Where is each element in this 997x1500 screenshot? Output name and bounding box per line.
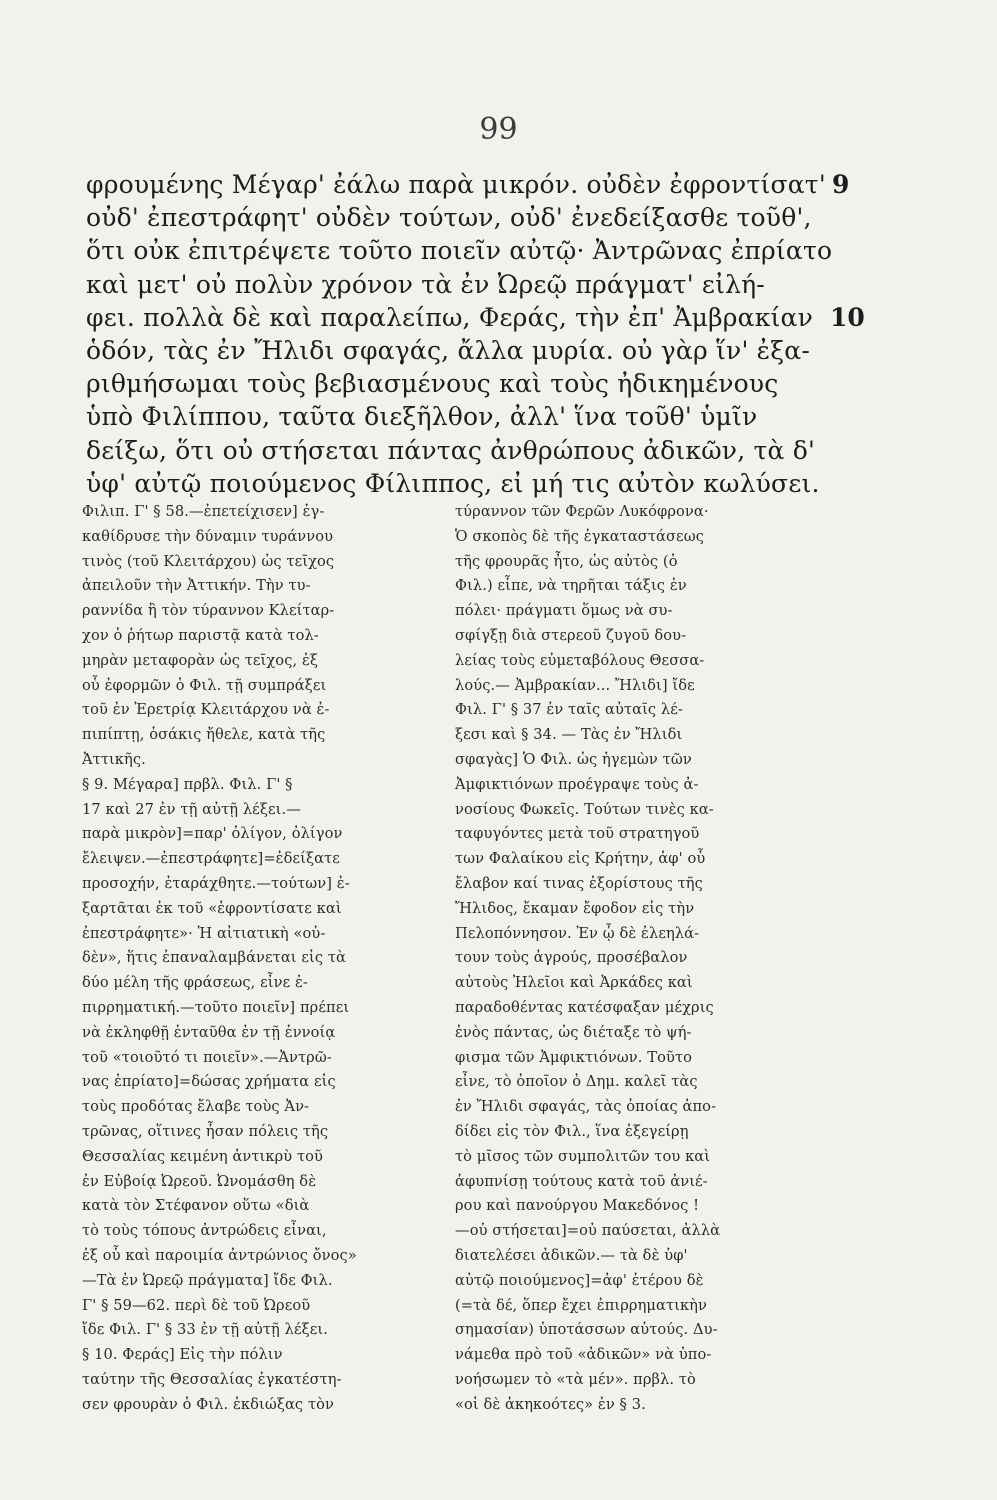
- note-line-left: ξαρτᾶται ἐκ τοῦ «ἐφροντίσατε καὶ: [82, 899, 342, 917]
- note-line-left: ἔλειψεν.—ἐπεστράφητε]=ἐδείξατε: [82, 850, 340, 868]
- note-line-left: πιπίπτῃ, ὁσάκις ἤθελε, κατὰ τῆς: [82, 726, 326, 744]
- note-line-right: αὐτοὺς Ἠλεῖοι καὶ Ἀρκάδες καὶ: [455, 974, 693, 992]
- main-text-line: φει. πολλὰ δὲ καὶ παραλείπω, Φεράς, τὴν ἐπ' Ἀμβρακίαν: [86, 302, 814, 332]
- note-line-right: νοσίους Φωκεῖς. Τούτων τινὲς κα-: [455, 800, 714, 818]
- note-line-left: μηρὰν μεταφορὰν ὡς τεῖχος, ἐξ: [82, 651, 319, 669]
- note-line-right: τουν τοὺς ἀγρούς, προσέβαλον: [455, 949, 688, 967]
- note-line-right: λούς.— Ἀμβρακίαν... Ἤλιδι] ἴδε: [455, 676, 695, 694]
- note-line-left: οὗ ἐφορμῶν ὁ Φιλ. τῇ συμπράξει: [82, 676, 327, 694]
- note-line-right: ἑνὸς πάντας, ὡς διέταξε τὸ ψή-: [455, 1023, 692, 1041]
- note-line-right: σφίγξῃ διὰ στερεοῦ ζυγοῦ δου-: [455, 626, 687, 644]
- note-line-right: ἀφυπνίσῃ τούτους κατὰ τοῦ ἀνιέ-: [455, 1172, 708, 1190]
- note-line-right: εἶνε, τὸ ὁποῖον ὁ Δημ. καλεῖ τὰς: [455, 1073, 698, 1091]
- note-line-right: ἐν Ἤλιδι σφαγάς, τὰς ὁποίας ἀπο-: [455, 1098, 717, 1116]
- note-line-right: αὐτῷ ποιούμενος]=ἀφ' ἑτέρου δὲ: [455, 1271, 704, 1289]
- main-text-line: φρουμένης Μέγαρ' ἐάλω παρὰ μικρόν. οὐδὲν ἐφροντίσατ': [86, 170, 826, 199]
- note-line-left: καθίδρυσε τὴν δύναμιν τυράννου: [82, 527, 334, 545]
- note-line-left: § 9. Μέγαρα] πρβλ. Φιλ. Γ' §: [82, 775, 293, 793]
- note-line-left: τοὺς προδότας ἔλαβε τοὺς Ἀν-: [82, 1098, 310, 1116]
- note-line-right: Ἤλιδος, ἔκαμαν ἔφοδον εἰς τὴν: [455, 899, 695, 917]
- note-line-left: Φιλιπ. Γ' § 58.—ἐπετείχισεν] ἐγ-: [82, 503, 325, 520]
- main-text-line: ὑπὸ Φιλίππου, ταῦτα διεξῆλθον, ἀλλ' ἵνα τοῦθ' ὑμῖν: [86, 402, 758, 432]
- main-text-line: ὁδόν, τὰς ἐν Ἤλιδι σφαγάς, ἄλλα μυρία. οὐ γὰρ ἵν' ἐξα-: [86, 336, 810, 366]
- note-line-right: νοήσωμεν τὸ «τὰ μέν». πρβλ. τὸ: [455, 1370, 696, 1388]
- note-line-left: χον ὁ ῥήτωρ παριστᾷ κατὰ τολ-: [82, 626, 319, 644]
- note-line-right: Ἀμφικτιόνων προέγραψε τοὺς ἀ-: [455, 775, 699, 793]
- note-line-left: Ἀττικῆς.: [82, 750, 146, 768]
- note-line-left: νας ἐπρίατο]=δώσας χρήματα εἰς: [82, 1073, 336, 1091]
- note-line-left: δύο μέλη τῆς φράσεως, εἶνε ἐ-: [82, 974, 308, 992]
- note-line-left: τὸ τοὺς τόπους ἀντρώδεις εἶναι,: [82, 1222, 327, 1240]
- note-line-right: ἔλαβον καί τινας ἐξορίστους τῆς: [455, 874, 703, 892]
- page-number: 99: [479, 112, 518, 147]
- note-line-right: πόλει· πράγματι ὅμως νὰ συ-: [455, 602, 673, 620]
- note-line-right: νάμεθα πρὸ τοῦ «ἀδικῶν» νὰ ὑπο-: [455, 1346, 712, 1364]
- note-line-left: Γ' § 59—62. περὶ δὲ τοῦ Ὠρεοῦ: [82, 1296, 311, 1314]
- note-line-right: σφαγὰς] Ὁ Φιλ. ὡς ἡγεμὼν τῶν: [455, 750, 692, 768]
- main-text-line: οὐδ' ἐπεστράφητ' οὐδὲν τούτων, οὐδ' ἐνεδείξασθε τοῦθ',: [86, 203, 812, 233]
- main-text-line: ὑφ' αὐτῷ ποιούμενος Φίλιππος, εἰ μή τις αὐτὸν κωλύσει.: [86, 468, 820, 498]
- commentary-right-column: [455, 500, 825, 1417]
- note-line-left: 17 καὶ 27 ἐν τῇ αὐτῇ λέξει.—: [82, 800, 301, 818]
- note-line-left: ἐν Εὐβοίᾳ Ὠρεοῦ. Ὠνομάσθη δὲ: [82, 1172, 317, 1190]
- note-line-right: Πελοπόννησον. Ἐν ᾧ δὲ ἐλεηλά-: [455, 924, 700, 942]
- note-line-left: τοῦ ἐν Ἐρετρίᾳ Κλειτάρχου νὰ ἐ-: [82, 701, 330, 719]
- note-line-right: —οὐ στήσεται]=οὐ παύσεται, ἀλλὰ: [455, 1222, 721, 1240]
- note-line-right: λείας τοὺς εὐμεταβόλους Θεσσα-: [455, 651, 705, 669]
- note-line-left: τινὸς (τοῦ Κλειτάρχου) ὡς τεῖχος: [82, 552, 335, 570]
- note-line-right: παραδοθέντας κατέσφαξαν μέχρις: [455, 998, 714, 1016]
- note-line-left: ἐξ οὗ καὶ παροιμία ἀντρώνιος ὄνος»: [82, 1246, 357, 1264]
- note-line-right: «οἱ δὲ ἀκηκοότες» ἐν § 3.: [455, 1395, 646, 1413]
- main-text-line: δείξω, ὅτι οὐ στήσεται πάντας ἀνθρώπους ἀδικῶν, τὰ δ': [86, 435, 816, 465]
- commentary-left-column: [82, 500, 442, 1417]
- note-line-left: § 10. Φεράς] Εἰς τὴν πόλιν: [82, 1346, 283, 1364]
- note-line-left: ἴδε Φιλ. Γ' § 33 ἐν τῇ αὐτῇ λέξει.: [82, 1321, 328, 1339]
- note-line-left: ἀπειλοῦν τὴν Ἀττικήν. Τὴν τυ-: [82, 577, 311, 595]
- note-line-left: Θεσσαλίας κειμένη ἀντικρὺ τοῦ: [82, 1147, 324, 1165]
- main-text-line: ὅτι οὐκ ἐπιτρέψετε τοῦτο ποιεῖν αὐτῷ· Ἀντρῶνας ἐπρίατο: [86, 236, 833, 266]
- note-line-right: τύραννον τῶν Φερῶν Λυκόφρονα·: [455, 503, 709, 520]
- note-line-left: τρῶνας, οἵτινες ἦσαν πόλεις τῆς: [82, 1122, 329, 1140]
- main-text-line: ριθμήσωμαι τοὺς βεβιασμένους καὶ τοὺς ἠδικημένους: [86, 369, 779, 399]
- note-line-left: δὲν», ἥτις ἐπαναλαμβάνεται εἰς τὰ: [82, 949, 346, 967]
- note-line-right: ξεσι καὶ § 34. — Τὰς ἐν Ἤλιδι: [455, 726, 683, 744]
- note-line-left: —Τὰ ἐν Ὠρεῷ πράγματα] ἴδε Φιλ.: [82, 1271, 333, 1289]
- note-line-right: ταφυγόντες μετὰ τοῦ στρατηγοῦ: [455, 825, 700, 843]
- note-line-right: διατελέσει ἀδικῶν.— τὰ δὲ ὑφ': [455, 1246, 688, 1264]
- note-line-right: ρου καὶ πανούργου Μακεδόνος !: [455, 1197, 700, 1215]
- note-line-right: (=τὰ δέ, ὅπερ ἔχει ἐπιρρηματικὴν: [455, 1296, 707, 1314]
- note-line-right: Ὁ σκοπὸς δὲ τῆς ἐγκαταστάσεως: [455, 527, 704, 545]
- note-line-left: προσοχήν, ἐταράχθητε.—τούτων] ἐ-: [82, 874, 350, 892]
- note-line-left: πιρρηματική.—τοῦτο ποιεῖν] πρέπει: [82, 998, 350, 1016]
- note-line-left: ταύτην τῆς Θεσσαλίας ἐγκατέστη-: [82, 1370, 342, 1388]
- main-text-line: καὶ μετ' οὐ πολὺν χρόνον τὰ ἐν Ὠρεῷ πράγματ' εἰλή-: [86, 269, 765, 299]
- note-line-left: παρὰ μικρὸν]=παρ' ὀλίγον, ὀλίγον: [82, 825, 343, 843]
- margin-number-9: 9: [832, 170, 850, 199]
- note-line-right: των Φαλαίκου εἰς Κρήτην, ἀφ' οὗ: [455, 850, 706, 868]
- main-text: [86, 168, 833, 500]
- note-line-left: σεν φρουρὰν ὁ Φιλ. ἐκδιώξας τὸν: [82, 1395, 334, 1413]
- note-line-right: τῆς φρουρᾶς ἦτο, ὡς αὐτὸς (ὁ: [455, 552, 678, 570]
- note-line-right: δίδει εἰς τὸν Φιλ., ἵνα ἐξεγείρῃ: [455, 1122, 689, 1140]
- note-line-left: τοῦ «τοιοῦτό τι ποιεῖν».—Ἀντρῶ-: [82, 1048, 332, 1066]
- note-line-left: νὰ ἐκληφθῇ ἐνταῦθα ἐν τῇ ἐννοίᾳ: [82, 1023, 336, 1041]
- note-line-right: τὸ μῖσος τῶν συμπολιτῶν του καὶ: [455, 1147, 711, 1165]
- note-line-left: ἐπεστράφητε»· Ἡ αἰτιατικὴ «οὐ-: [82, 924, 326, 942]
- margin-number-10: 10: [830, 303, 865, 332]
- note-line-right: σημασίαν) ὑποτάσσων αὐτούς. Δυ-: [455, 1321, 718, 1339]
- note-line-left: ραννίδα ἢ τὸν τύραννον Κλείταρ-: [82, 602, 335, 620]
- note-line-right: Φιλ. Γ' § 37 ἐν ταῖς αὐταῖς λέ-: [455, 701, 683, 719]
- note-line-right: Φιλ.) εἶπε, νὰ τηρῆται τάξις ἐν: [455, 577, 687, 595]
- note-line-right: φισμα τῶν Ἀμφικτιόνων. Τοῦτο: [455, 1048, 693, 1066]
- note-line-left: κατὰ τὸν Στέφανον οὕτω «διὰ: [82, 1197, 310, 1215]
